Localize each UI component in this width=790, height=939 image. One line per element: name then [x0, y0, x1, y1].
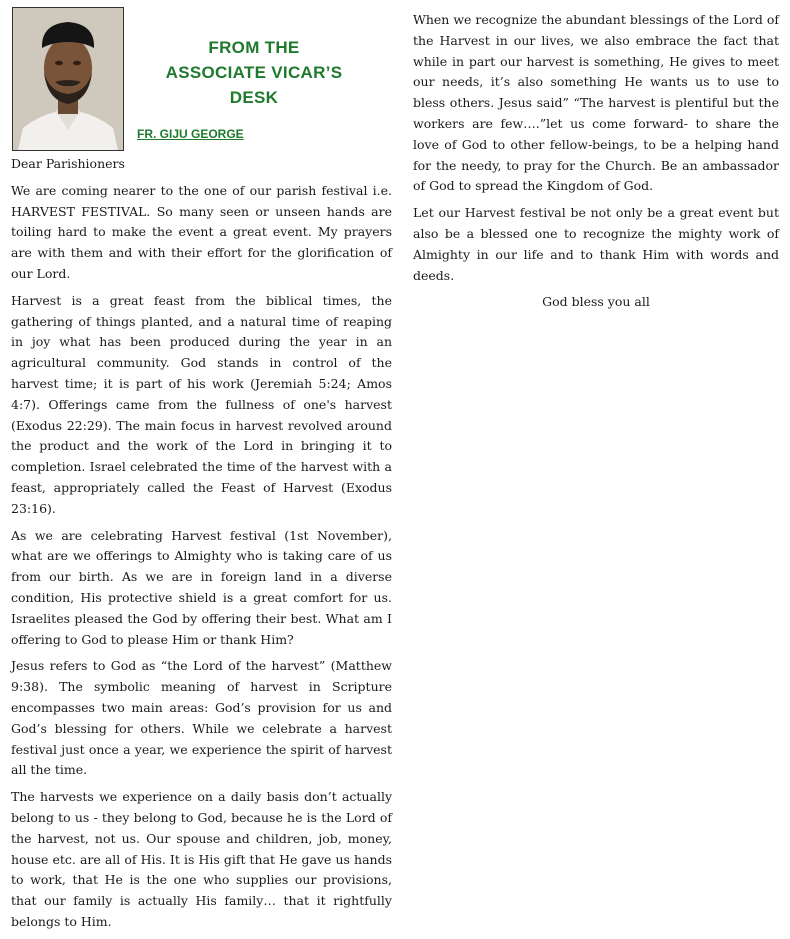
paragraph: Jesus refers to God as “the Lord of the harvest” (Matthew 9:38). The symbolic meaning of harvest in Scripture encompasses two main areas: God’s provision for us and God’s blessing for others. While we celebrate a harvest festival just once a year, we experience the spirit of harvest all the time. [11, 658, 392, 778]
paragraph: The harvests we experience on a daily basis don’t actually belong to us - they belong to God, because he is the Lord of the harvest, not us. Our spouse and children, job, money, house etc. are all of His. It is His gift that He gave us hands to work, that He is the one who supplies our provisions, that our family is actually His family… that it rightfully belongs to Him. [11, 789, 392, 929]
paragraph: Harvest is a great feast from the biblical times, the gathering of things planted, and a natural time of reaping in joy what has been produced during the year in an agricultural community. God stands in control of the harvest time; it is part of his work (Jeremiah 5:24; Amos 4:7). Offerings came from the fullness of one's harvest (Exodus 22:29). The main focus in harvest revolved around the product and the work of the Lord in bringing it to completion. Israel celebrated the time of the harvest with a feast, appropriately called the Feast of Harvest (Exodus 23:16). [11, 292, 392, 516]
paragraph: We are coming nearer to the one of our parish festival i.e. HARVEST FESTIVAL. So many seen or unseen hands are toiling hard to make the event a great event. My prayers are with them and with their effort for the glorification of our Lord. [11, 182, 392, 281]
closing-blessing: God bless you all [542, 294, 650, 310]
greeting: Dear Parishioners [11, 156, 125, 171]
paragraph: As we are celebrating Harvest festival (1st November), what are we offerings to Almighty who is taking care of us from our birth. As we are in foreign land in a diverse condition, His protective shield is a great comfort for us. Israelites pleased the God by offering their best. What am I offering to God to please Him or thank Him? [11, 527, 392, 647]
portrait-illustration [13, 8, 123, 150]
title-line-2: ASSOCIATE VICAR’S DESK [165, 63, 343, 107]
title-line-1: FROM THE [208, 38, 300, 57]
left-column [11, 154, 392, 939]
paragraph: Let our Harvest festival be not only be a great event but also be a blessed one to recognize the mighty work of Almighty in our life and to thank Him with words and deeds. [413, 205, 779, 283]
page-title [140, 35, 368, 110]
author-photo [12, 7, 124, 151]
right-column [413, 10, 779, 319]
paragraph: When we recognize the abundant blessings of the Lord of the Harvest in our lives, we also embrace the fact that while in part our harvest is something, He gives to meet our needs, it’s also something He wants us to use to bless others. Jesus said” “The harvest is plentiful but the workers are few….”let us come forward- to share the love of God to other fellow-beings, to be a helping hand for the needy, to pray for the Church. Be an ambassador of God to spread the Kingdom of God. [413, 12, 779, 194]
author-name: FR. GIJU GEORGE [137, 127, 244, 141]
